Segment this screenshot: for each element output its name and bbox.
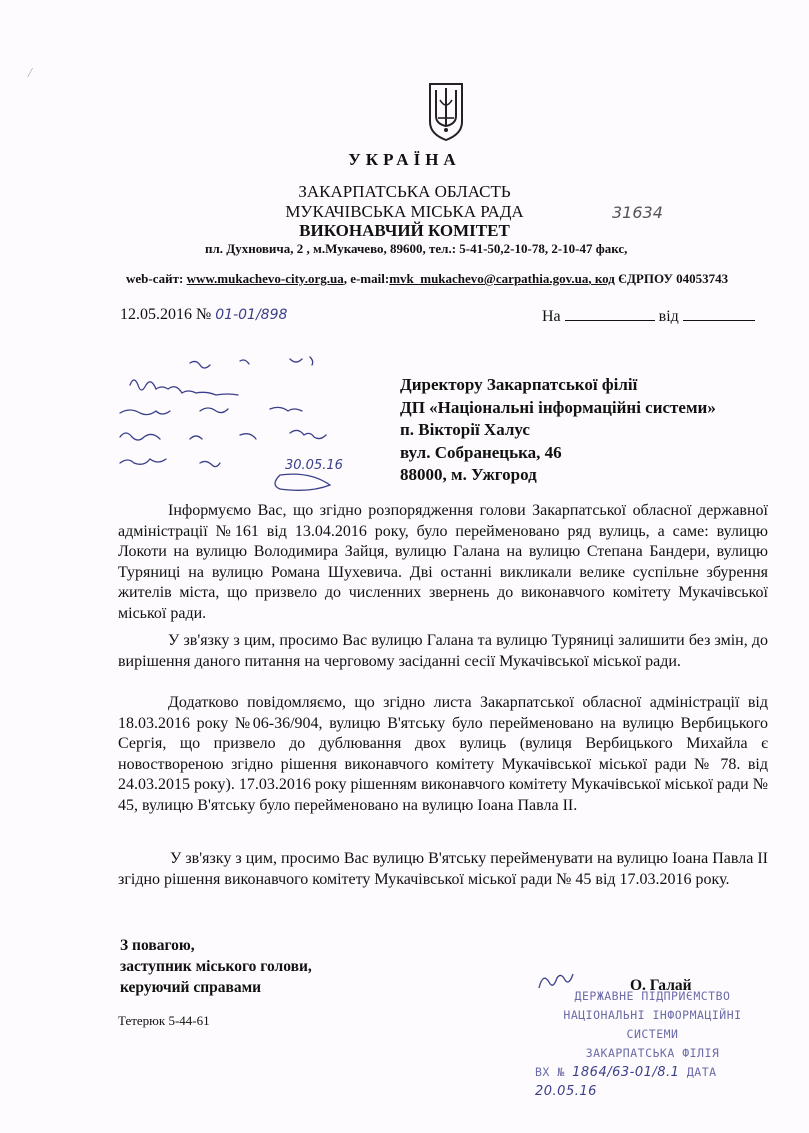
handwritten-resolution: [110, 355, 390, 510]
stamp-registration: [535, 1063, 770, 1101]
email-link[interactable]: mvk_mukachevo@carpathia.gov.ua: [389, 271, 589, 286]
stamp-line: НАЦІОНАЛЬНІ ІНФОРМАЦІЙНІ: [563, 1008, 742, 1022]
margin-mark: /: [28, 66, 32, 81]
addressee-line: п. Вікторії Халус: [400, 420, 530, 439]
addressee-line: вул. Собранецька, 46: [400, 442, 562, 462]
letter-number-handwritten: 01-01/898: [215, 307, 288, 323]
body-paragraph: У зв'язку з цим, просимо Вас вулицю В'ятську перейменувати на вулицю Іоана Павла ІІ згідно рішення виконавчого комітету Мукачівської міської ради № 45 від 17.03.2016 року.: [118, 850, 768, 888]
vid-blank: [683, 306, 755, 321]
handwritten-note-date: 30.05.16: [285, 458, 343, 473]
signer-position: керуючий справами: [120, 979, 262, 996]
stamp-in-label: ВХ №: [535, 1065, 565, 1079]
org-address: пл. Духновича, 2 , м.Мукачево, 89600, тел.: 5-41-50,2-10-78, 2-10-47 факс,: [205, 241, 628, 256]
region-name: ЗАКАРПАТСЬКА ОБЛАСТЬ: [298, 182, 511, 201]
stamp-date-label: ДАТА: [686, 1065, 717, 1079]
stamp-line: ЗАКАРПАТСЬКА ФІЛІЯ: [585, 1046, 720, 1060]
addressee-line: ДП «Національні інформаційні системи»: [400, 397, 716, 417]
signature-block: [120, 935, 312, 998]
outgoing-reference: [120, 306, 287, 324]
signer-name: О. Галай: [630, 977, 692, 994]
vid-label: від: [658, 308, 679, 325]
stamp-line: ДЕРЖАВНЕ ПІДПРИЄМСТВО: [574, 989, 731, 1003]
code-label: , код: [588, 271, 615, 286]
addressee-line: 88000, м. Ужгород: [400, 465, 537, 484]
na-label: На: [542, 308, 561, 325]
body-paragraph: У зв'язку з цим, просимо Вас вулицю Галана та вулицю Туряниці залишити без змін, до вирішення даного питання на черговому засіданні сесії Мукачівської міської ради.: [118, 632, 768, 670]
closing: З повагою,: [120, 937, 195, 954]
council-name: МУКАЧІВСЬКА МІСЬКА РАДА: [285, 202, 524, 221]
addressee-line: Директору Закарпатської філії: [400, 375, 638, 394]
na-blank: [565, 306, 655, 321]
body-paragraph: Додатково повідомляємо, що згідно листа Закарпатської обласної адміністрації від 18.03.2016 року №06-36/904, вулицю В'ятську було перейменовано на вулицю Вербицького Сергія, що призвело до дублювання двох вулиць (вулиця Вербицького Михайла є новоствореною згідно рішення виконавчого комітету Мукачівської міської ради № 78. від 24.03.2015 року). 17.03.2016 року рішенням виконавчого комітету Мукачівської міської ради № 45, вулицю В'ятську було перейменовано на вулицю Іоана Павла ІІ.: [118, 694, 768, 814]
web-label: web-сайт:: [126, 271, 187, 286]
org-contacts: [126, 271, 728, 287]
incoming-reference: [542, 306, 755, 326]
incoming-stamp: [535, 987, 770, 1101]
country-name: УКРАЇНА: [348, 150, 461, 169]
trident-emblem-icon: [426, 80, 466, 147]
letter-date: 12.05.2016: [120, 306, 192, 323]
web-link[interactable]: www.mukachevo-city.org.ua: [186, 271, 344, 286]
email-label: , e-mail:: [343, 271, 390, 286]
body-paragraph: Інформуємо Вас, що згідно розпорядження голови Закарпатської обласної державної адміністрації №161 від 13.04.2016 року, було перейменовано ряд вулиць, а саме: вулицю Локоти на вулицю Володимира Зайця, вулицю Галана на вулицю Степана Бандери, вулицю Туряниці на вулицю Романа Шухевича. Дві останні викликали велике суспільне збурення жителів міста, що призвело до численних звернень до виконавчого комітету Мукачівської міської ради.: [118, 502, 768, 622]
committee-name: ВИКОНАВЧИЙ КОМІТЕТ: [299, 221, 510, 240]
signer-position: заступник міського голови,: [120, 958, 312, 975]
stamp-date-value: 20.05.16: [535, 1084, 597, 1099]
number-sign: №: [196, 306, 212, 323]
stamp-line: СИСТЕМИ: [626, 1027, 679, 1041]
stamp-in-number: 1864/63-01/8.1: [572, 1065, 680, 1080]
executor: Тетерюк 5-44-61: [118, 1013, 210, 1028]
handwritten-registration-number: 31634: [612, 203, 663, 222]
edrpou-code: ЄДРПОУ 04053743: [614, 271, 729, 286]
addressee-block: [400, 374, 716, 487]
